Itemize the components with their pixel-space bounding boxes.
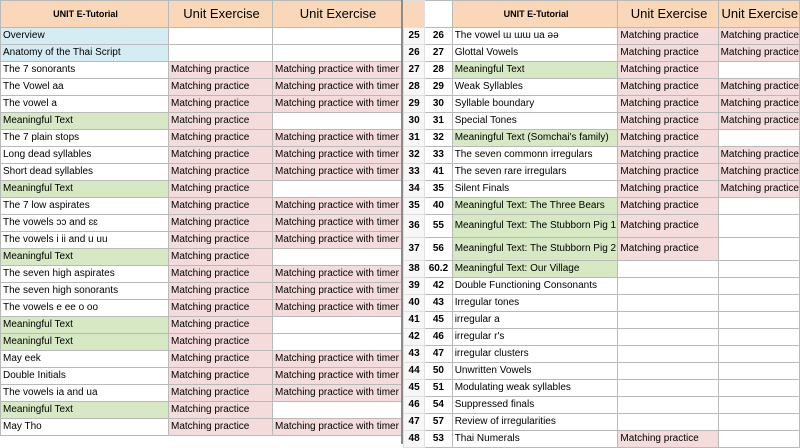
exercise-cell-2[interactable] [718,329,799,346]
topic-cell[interactable]: Unwritten Vowels [452,363,618,380]
table-row [1,181,402,198]
row-number[interactable]: 44 [404,363,425,380]
unit-number-cell[interactable]: 41 [425,164,453,181]
unit-number-cell[interactable]: 47 [425,346,453,363]
topic-cell[interactable]: Syllable boundary [452,96,618,113]
topic-cell[interactable]: The vowels ia and ua [1,385,169,402]
exercise-cell-2[interactable] [718,261,799,278]
unit-number-cell[interactable]: 46 [425,329,453,346]
table-row [1,266,402,283]
topic-cell[interactable]: The vowel ɯ ɯɯ ua əə [452,28,618,45]
row-number[interactable]: 26 [404,45,425,62]
exercise-cell-1[interactable] [618,380,718,397]
table-row [1,198,402,215]
topic-cell[interactable]: Meaningful Text [1,181,169,198]
table-row [1,79,402,96]
table-row [404,414,800,431]
topic-cell[interactable]: Suppressed finals [452,397,618,414]
topic-cell[interactable]: Meaningful Text [1,317,169,334]
topic-cell[interactable]: Review of irregularities [452,414,618,431]
header-unit-exercise-1[interactable]: Unit Exercise [618,1,718,28]
topic-cell[interactable]: Meaningful Text [1,113,169,130]
unit-number-cell[interactable]: 42 [425,278,453,295]
exercise-cell-1[interactable]: Matching practice [618,113,718,130]
exercise-cell-1[interactable] [618,295,718,312]
exercise-cell-2[interactable] [273,113,402,130]
unit-number-cell[interactable]: 56 [425,238,453,261]
exercise-cell-2[interactable]: Matching practice with timer [273,79,402,96]
unit-number-cell[interactable]: 50 [425,363,453,380]
exercise-cell-1[interactable]: Matching practice [169,283,273,300]
header-unit-etutorial[interactable]: UNIT E-Tutorial [452,1,618,28]
topic-cell[interactable]: Meaningful Text [452,62,618,79]
exercise-cell-2[interactable] [273,334,402,351]
exercise-cell-2[interactable] [273,181,402,198]
table-row [1,62,402,79]
exercise-cell-1[interactable]: Matching practice [169,402,273,419]
table-row [1,147,402,164]
topic-cell[interactable]: The seven high sonorants [1,283,169,300]
row-number[interactable]: 31 [404,130,425,147]
topic-cell[interactable]: Thai Numerals [452,431,618,448]
exercise-cell-2[interactable] [718,278,799,295]
row-number[interactable]: 40 [404,295,425,312]
unit-number-cell[interactable]: 57 [425,414,453,431]
unit-number-cell[interactable]: 60.2 [425,261,453,278]
row-number[interactable]: 30 [404,113,425,130]
unit-number-cell[interactable]: 28 [425,62,453,79]
exercise-cell-2[interactable]: Matching practice [718,45,799,62]
row-number[interactable]: 29 [404,96,425,113]
left-table [0,0,402,436]
exercise-cell-1[interactable] [618,363,718,380]
unit-number-cell[interactable]: 45 [425,312,453,329]
table-row [404,346,800,363]
exercise-cell-2[interactable]: Matching practice [718,28,799,45]
row-number[interactable]: 43 [404,346,425,363]
exercise-cell-1[interactable]: Matching practice [618,181,718,198]
topic-cell[interactable]: The vowels i ii and u uu [1,232,169,249]
row-number[interactable]: 39 [404,278,425,295]
table-row [404,79,800,96]
exercise-cell-2[interactable]: Matching practice with timer [273,283,402,300]
table-row [1,300,402,317]
table-row [404,238,800,261]
number-header [425,1,453,28]
exercise-cell-1[interactable]: Matching practice [618,215,718,238]
table-row [1,215,402,232]
table-row [404,380,800,397]
exercise-cell-2[interactable] [718,363,799,380]
topic-cell[interactable]: The Vowel aa [1,79,169,96]
unit-number-cell[interactable]: 30 [425,96,453,113]
header-unit-exercise-2[interactable]: Unit Exercise [718,1,799,28]
table-row [404,278,800,295]
exercise-cell-2[interactable]: Matching practice with timer [273,385,402,402]
table-row [404,181,800,198]
left-header-row [1,1,402,28]
table-row [1,419,402,436]
exercise-cell-2[interactable] [718,238,799,261]
table-row [404,130,800,147]
topic-cell[interactable]: Silent Finals [452,181,618,198]
exercise-cell-1[interactable]: Matching practice [618,198,718,215]
unit-number-cell[interactable]: 53 [425,431,453,448]
exercise-cell-1[interactable]: Matching practice [169,419,273,436]
topic-cell[interactable]: May eek [1,351,169,368]
table-row [1,385,402,402]
exercise-cell-2[interactable] [273,402,402,419]
row-number[interactable]: 33 [404,164,425,181]
row-number[interactable]: 47 [404,414,425,431]
header-unit-exercise-1[interactable]: Unit Exercise [169,1,273,28]
row-number[interactable]: 48 [404,431,425,448]
exercise-cell-1[interactable]: Matching practice [169,181,273,198]
table-row [404,45,800,62]
topic-cell[interactable]: The 7 sonorants [1,62,169,79]
exercise-cell-2[interactable]: Matching practice with timer [273,62,402,79]
table-row [1,232,402,249]
exercise-cell-1[interactable]: Matching practice [618,431,718,448]
exercise-cell-2[interactable]: Matching practice with timer [273,130,402,147]
exercise-cell-1[interactable]: Matching practice [169,351,273,368]
exercise-cell-2[interactable]: Matching practice with timer [273,266,402,283]
exercise-cell-2[interactable]: Matching practice with timer [273,198,402,215]
right-header-row [404,1,800,28]
exercise-cell-1[interactable]: Matching practice [169,147,273,164]
left-sheet [0,0,402,436]
row-number-header [404,1,425,28]
exercise-cell-2[interactable] [718,431,799,448]
topic-cell[interactable]: Overview [1,28,169,45]
exercise-cell-2[interactable] [718,215,799,238]
topic-cell[interactable]: irregular a [452,312,618,329]
exercise-cell-2[interactable]: Matching practice [718,164,799,181]
row-number[interactable]: 35 [404,198,425,215]
topic-cell[interactable]: Anatomy of the Thai Script [1,45,169,62]
exercise-cell-1[interactable]: Matching practice [169,317,273,334]
unit-number-cell[interactable]: 32 [425,130,453,147]
exercise-cell-1[interactable]: Matching practice [169,215,273,232]
row-number[interactable]: 46 [404,397,425,414]
exercise-cell-1[interactable]: Matching practice [169,334,273,351]
exercise-cell-1[interactable]: Matching practice [169,113,273,130]
topic-cell[interactable]: The vowels e ee o oo [1,300,169,317]
exercise-cell-2[interactable] [718,380,799,397]
exercise-cell-2[interactable] [718,414,799,431]
topic-cell[interactable]: Weak Syllables [452,79,618,96]
table-row [404,295,800,312]
exercise-cell-1[interactable] [618,346,718,363]
topic-cell[interactable]: Glottal Vowels [452,45,618,62]
exercise-cell-2[interactable] [718,198,799,215]
topic-cell[interactable]: Meaningful Text: The Three Bears [452,198,618,215]
table-row [1,334,402,351]
table-row [1,28,402,45]
exercise-cell-1[interactable]: Matching practice [618,147,718,164]
table-row [404,215,800,238]
topic-cell[interactable]: irregular r's [452,329,618,346]
unit-number-cell[interactable]: 31 [425,113,453,130]
unit-number-cell[interactable]: 55 [425,215,453,238]
table-row [1,45,402,62]
table-row [1,130,402,147]
table-row [404,363,800,380]
exercise-cell-1[interactable]: Matching practice [618,62,718,79]
right-table [403,0,800,448]
topic-cell[interactable]: The seven rare irregulars [452,164,618,181]
exercise-cell-1[interactable] [618,414,718,431]
exercise-cell-1[interactable]: Matching practice [169,266,273,283]
header-unit-exercise-2[interactable]: Unit Exercise [273,1,402,28]
row-number[interactable]: 34 [404,181,425,198]
exercise-cell-2[interactable]: Matching practice with timer [273,300,402,317]
exercise-cell-2[interactable]: Matching practice with timer [273,419,402,436]
exercise-cell-2[interactable] [718,346,799,363]
row-number[interactable]: 41 [404,312,425,329]
exercise-cell-2[interactable] [718,295,799,312]
exercise-cell-2[interactable] [718,397,799,414]
table-row [1,317,402,334]
table-row [404,198,800,215]
table-row [1,351,402,368]
table-row [404,312,800,329]
exercise-cell-2[interactable] [718,62,799,79]
row-number[interactable]: 27 [404,62,425,79]
unit-number-cell[interactable]: 27 [425,45,453,62]
exercise-cell-1[interactable]: Matching practice [618,96,718,113]
table-row [404,329,800,346]
topic-cell[interactable]: Double Initials [1,368,169,385]
row-number[interactable]: 28 [404,79,425,96]
topic-cell[interactable]: Meaningful Text: The Stubborn Pig 2 [452,238,618,261]
exercise-cell-2[interactable]: Matching practice [718,181,799,198]
row-number[interactable]: 32 [404,147,425,164]
exercise-cell-2[interactable]: Matching practice with timer [273,96,402,113]
exercise-cell-1[interactable]: Matching practice [169,249,273,266]
topic-cell[interactable]: Irregular tones [452,295,618,312]
row-number[interactable]: 37 [404,238,425,261]
topic-cell[interactable]: Modulating weak syllables [452,380,618,397]
exercise-cell-1[interactable]: Matching practice [169,130,273,147]
row-number[interactable]: 42 [404,329,425,346]
exercise-cell-2[interactable]: Matching practice [718,79,799,96]
topic-cell[interactable]: Meaningful Text [1,402,169,419]
table-row [404,147,800,164]
topic-cell[interactable]: The 7 low aspirates [1,198,169,215]
exercise-cell-1[interactable]: Matching practice [169,96,273,113]
exercise-cell-1[interactable] [618,312,718,329]
table-row [404,261,800,278]
topic-cell[interactable]: The seven high aspirates [1,266,169,283]
unit-number-cell[interactable]: 35 [425,181,453,198]
unit-number-cell[interactable]: 51 [425,380,453,397]
exercise-cell-2[interactable]: Matching practice with timer [273,368,402,385]
topic-cell[interactable]: Meaningful Text [1,249,169,266]
topic-cell[interactable]: Meaningful Text [1,334,169,351]
exercise-cell-1[interactable]: Matching practice [169,385,273,402]
exercise-cell-1[interactable]: Matching practice [169,368,273,385]
table-row [404,431,800,448]
topic-cell[interactable]: The vowels ɔɔ and ɛɛ [1,215,169,232]
table-row [1,96,402,113]
topic-cell[interactable]: irregular clusters [452,346,618,363]
table-row [1,283,402,300]
table-row [1,249,402,266]
exercise-cell-2[interactable]: Matching practice [718,113,799,130]
table-row [404,164,800,181]
exercise-cell-1[interactable] [169,45,273,62]
exercise-cell-1[interactable]: Matching practice [169,300,273,317]
table-row [1,402,402,419]
exercise-cell-2[interactable] [273,28,402,45]
unit-number-cell[interactable]: 43 [425,295,453,312]
topic-cell[interactable]: The 7 plain stops [1,130,169,147]
table-row [1,368,402,385]
right-sheet [403,0,800,448]
exercise-cell-1[interactable]: Matching practice [169,232,273,249]
unit-number-cell[interactable]: 40 [425,198,453,215]
exercise-cell-2[interactable]: Matching practice with timer [273,232,402,249]
exercise-cell-2[interactable]: Matching practice with timer [273,215,402,232]
topic-cell[interactable]: Special Tones [452,113,618,130]
exercise-cell-1[interactable]: Matching practice [618,45,718,62]
exercise-cell-2[interactable]: Matching practice with timer [273,164,402,181]
unit-number-cell[interactable]: 54 [425,397,453,414]
header-unit-etutorial[interactable]: UNIT E-Tutorial [1,1,169,28]
table-row [404,96,800,113]
topic-cell[interactable]: Short dead syllables [1,164,169,181]
topic-cell[interactable]: Meaningful Text: Our Village [452,261,618,278]
exercise-cell-1[interactable]: Matching practice [169,164,273,181]
table-row [1,164,402,181]
exercise-cell-2[interactable]: Matching practice [718,147,799,164]
topic-cell[interactable]: Meaningful Text (Somchai's family) [452,130,618,147]
topic-cell[interactable]: Long dead syllables [1,147,169,164]
exercise-cell-1[interactable]: Matching practice [169,79,273,96]
exercise-cell-1[interactable] [618,397,718,414]
exercise-cell-1[interactable]: Matching practice [618,130,718,147]
table-row [1,113,402,130]
row-number[interactable]: 45 [404,380,425,397]
exercise-cell-2[interactable]: Matching practice with timer [273,351,402,368]
table-row [404,28,800,45]
exercise-cell-1[interactable] [618,278,718,295]
row-number[interactable]: 25 [404,28,425,45]
exercise-cell-1[interactable]: Matching practice [618,28,718,45]
topic-cell[interactable]: May Tho [1,419,169,436]
exercise-cell-1[interactable] [618,261,718,278]
exercise-cell-2[interactable] [273,249,402,266]
exercise-cell-1[interactable] [618,329,718,346]
topic-cell[interactable]: Meaningful Text: The Stubborn Pig 1 [452,215,618,238]
unit-number-cell[interactable]: 33 [425,147,453,164]
exercise-cell-1[interactable]: Matching practice [618,238,718,261]
exercise-cell-1[interactable]: Matching practice [169,62,273,79]
table-row [404,62,800,79]
row-number[interactable]: 36 [404,215,425,238]
exercise-cell-1[interactable]: Matching practice [169,198,273,215]
unit-number-cell[interactable]: 26 [425,28,453,45]
row-number[interactable]: 38 [404,261,425,278]
topic-cell[interactable]: The seven commonn irregulars [452,147,618,164]
exercise-cell-2[interactable] [273,45,402,62]
exercise-cell-2[interactable] [718,312,799,329]
exercise-cell-2[interactable]: Matching practice with timer [273,147,402,164]
unit-number-cell[interactable]: 29 [425,79,453,96]
exercise-cell-2[interactable] [273,317,402,334]
table-row [404,397,800,414]
topic-cell[interactable]: The vowel a [1,96,169,113]
topic-cell[interactable]: Double Functioning Consonants [452,278,618,295]
exercise-cell-2[interactable] [718,130,799,147]
table-row [404,113,800,130]
exercise-cell-1[interactable] [169,28,273,45]
exercise-cell-1[interactable]: Matching practice [618,164,718,181]
exercise-cell-1[interactable]: Matching practice [618,79,718,96]
exercise-cell-2[interactable]: Matching practice [718,96,799,113]
